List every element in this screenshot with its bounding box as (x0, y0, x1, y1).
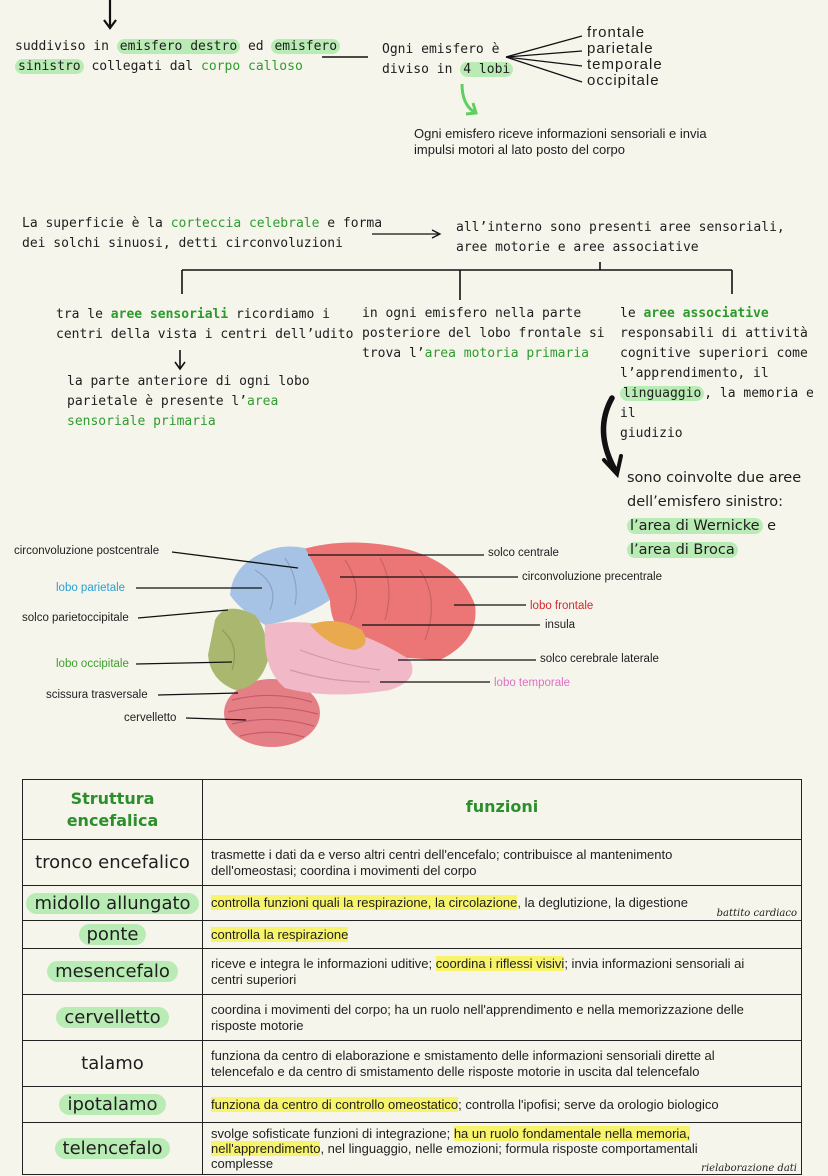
structure-name: midollo allungato (23, 886, 203, 921)
brain-illustration (0, 530, 828, 760)
structure-name: cervelletto (23, 995, 203, 1041)
label-scissura-trasversale: scissura trasversale (46, 689, 148, 701)
label-cervelletto: cervelletto (124, 712, 177, 724)
table-row (23, 886, 802, 921)
function-text: funziona da centro di elaborazione e smistamento delle informazioni sensoriali dirette al telencefalo e da centro di smistamento delle risposte motorie in uscita dal telencefalo (203, 1041, 802, 1087)
label-solco-cerebrale-laterale: solco cerebrale laterale (540, 653, 659, 665)
structure-name: tronco encefalico (23, 840, 203, 886)
function-text: riceve e integra le informazioni uditive; coordina i riflessi visivi; invia informazioni sensoriali ai centri superiori (203, 949, 802, 995)
table-row (23, 1123, 802, 1175)
lobe-temporale: temporale (587, 56, 663, 73)
structure-name: telencefalo (23, 1123, 203, 1175)
table-row (23, 1087, 802, 1123)
lobe-occipitale: occipitale (587, 72, 660, 89)
areas-text: all’interno sono presenti aree sensoriali, aree motorie e aree associative (456, 220, 785, 255)
table-row (23, 1041, 802, 1087)
label-solco-centrale: solco centrale (488, 547, 559, 559)
brain-functions-table (22, 779, 802, 1175)
label-lobo-parietale: lobo parietale (56, 582, 126, 594)
wernicke-broca-text: sono coinvolte due aree dell’emisfero sinistro: l’area di Wernicke e l’area di Broca (627, 470, 802, 558)
table-row (23, 949, 802, 995)
function-text: controlla funzioni quali la respirazione, la circolazione, la deglutizione, la digestione battito cardiaco (203, 886, 802, 921)
label-lobo-temporale: lobo temporale (494, 677, 571, 689)
table-row (23, 921, 802, 949)
table-row (23, 840, 802, 886)
branch-motor: in ogni emisfero nella parte posteriore del lobo frontale si trova l’area motoria primaria (362, 306, 605, 361)
function-text: controlla la respirazione (203, 921, 802, 949)
function-text: funziona da centro di controllo omeostatico; controlla l'ipofisi; serve da orologio biologico (203, 1087, 802, 1123)
hemispheres-text: suddiviso in emisfero destro ed emisfero sinistro collegati dal corpo calloso (15, 37, 340, 77)
cortex-text: La superficie è la corteccia celebrale e forma dei solchi sinuosi, detti circonvoluzioni (22, 216, 383, 251)
function-text: svolge sofisticate funzioni di integrazione; ha un ruolo fondamentale nella memoria, nell'apprendimento, nel linguaggio, nelle emozioni; formula risposte comportamentali complesse rielaborazione dati (203, 1123, 802, 1175)
lobes-intro-text: Ogni emisfero è diviso in 4 lobi (382, 40, 513, 80)
structure-name: ponte (23, 921, 203, 949)
header-struttura: Struttura encefalica (23, 780, 203, 840)
label-lobo-frontale: lobo frontale (530, 600, 594, 612)
function-text: trasmette i dati da e verso altri centri dell'encefalo; contribuisce al mantenimento dell'omeostasi; coordina i movimenti del corpo (203, 840, 802, 886)
structure-name: talamo (23, 1041, 203, 1087)
branch-sensory: tra le aree sensoriali ricordiamo i centri della vista i centri dell’udito (56, 307, 354, 342)
label-solco-parietoccipitale: solco parietoccipitale (22, 612, 129, 624)
note-battito-cardiaco: battito cardiaco (716, 908, 797, 919)
header-funzioni: funzioni (203, 780, 802, 840)
function-text: coordina i movimenti del corpo; ha un ruolo nell'apprendimento e nella memorizzazione delle risposte motorie (203, 995, 802, 1041)
structure-name: mesencefalo (23, 949, 203, 995)
hemisphere-note: Ogni emisfero riceve informazioni sensoriali e invia impulsi motori al lato posto del corpo (414, 126, 707, 157)
label-circonvoluzione-precentrale: circonvoluzione precentrale (522, 571, 662, 583)
table-row (23, 995, 802, 1041)
label-lobo-occipitale: lobo occipitale (56, 658, 129, 670)
structure-name: ipotalamo (23, 1087, 203, 1123)
label-insula: insula (545, 619, 576, 631)
lobe-frontale: frontale (587, 24, 646, 41)
branch-sensory-sub: la parte anteriore di ogni lobo parietale è presente l’area sensoriale primaria (67, 374, 310, 429)
lobe-parietale: parietale (587, 40, 654, 57)
label-circonvoluzione-postcentrale: circonvoluzione postcentrale (14, 545, 160, 557)
lobe-list (587, 25, 663, 89)
note-rielaborazione-dati: rielaborazione dati (701, 1163, 797, 1174)
branch-associative: le aree associative responsabili di attività cognitive superiori come l’apprendimento, il linguaggio , la memoria e il giudizio (620, 306, 814, 441)
table-header (23, 780, 802, 840)
